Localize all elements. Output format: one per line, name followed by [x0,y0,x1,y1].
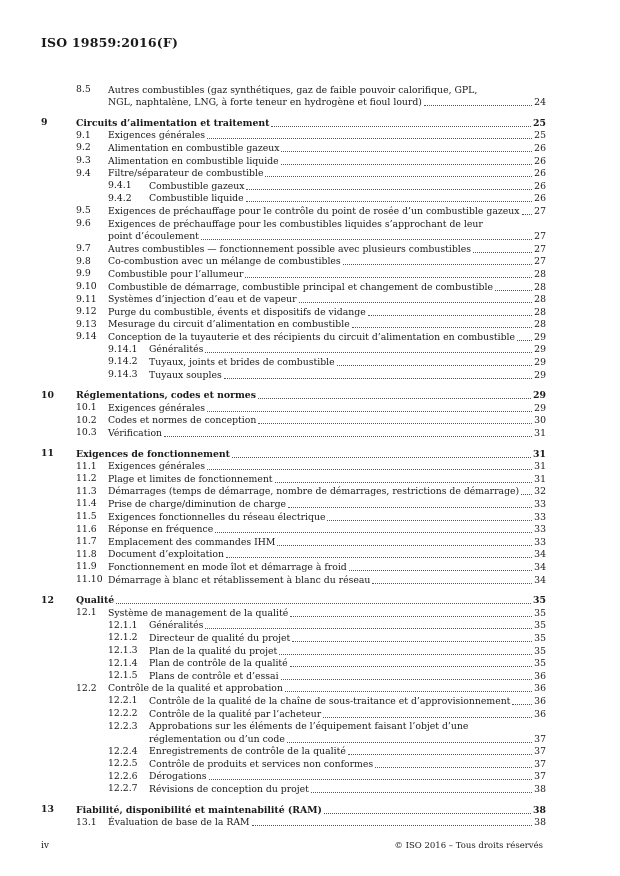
toc-entry-page: 32 [534,486,546,498]
dot-leader [252,825,533,826]
toc-entry[interactable] [0,281,620,294]
toc-entry-title: Conception de la tuyauterie et des récipients du circuit d’alimentation en combustible [108,331,515,343]
dot-leader [311,792,532,793]
toc-entry-title: Réponse en fréquence [108,524,214,536]
toc-entry-page: 31 [534,461,546,473]
toc-entry-title: Codes et normes de conception [108,415,257,427]
toc-entry-title: Combustible gazeux [149,180,245,192]
dot-leader [337,365,533,366]
toc-entry[interactable] [0,632,620,645]
dot-leader [215,532,532,533]
dot-leader [375,767,532,768]
toc-entry-page: 35 [533,595,546,607]
toc-entry-title: Exigences fonctionnelles du réseau électrique [108,511,326,523]
toc-entry-page: 28 [534,294,546,306]
dot-leader [279,654,532,655]
toc-entry[interactable] [0,243,620,256]
toc-entry-number: 9.7 [76,243,91,255]
dot-leader [277,545,532,546]
toc-entry-number: 9.10 [76,280,97,292]
copyright-notice: © ISO 2016 – Tous droits réservés [394,841,543,851]
toc-entry-page: 29 [534,331,546,343]
toc-entry-title: Fonctionnement en mode îlot et démarrage à froid [108,561,347,573]
toc-entry-number: 11.10 [76,573,103,585]
toc-entry[interactable] [0,402,620,415]
toc-entry[interactable] [0,319,620,332]
toc-entry[interactable] [0,461,620,474]
toc-entry-page: 27 [534,256,546,268]
toc-entry[interactable] [0,205,620,218]
dot-leader [258,398,531,399]
dot-leader [246,201,533,202]
toc-entry-page: 38 [533,804,546,816]
toc-entry-number: 12.1.5 [108,670,138,682]
toc-entry-page: 36 [534,695,546,707]
dot-leader [285,691,532,692]
toc-entry-title: Mesurage du circuit d’alimentation en combustible [108,319,350,331]
dot-leader [287,742,532,743]
toc-entry-title: Emplacement des commandes IHM [108,536,276,548]
toc-entry-title-continuation: NGL, naphtalène, LNG, à forte teneur en hydrogène et fioul lourd) [108,97,422,109]
dot-leader [281,679,533,680]
toc-entry-title: Combustible liquide [149,193,244,205]
toc-entry-page: 35 [534,632,546,644]
toc-entry-page: 28 [534,306,546,318]
toc-entry-title: Tuyaux, joints et brides de combustible [149,357,335,369]
toc-entry[interactable] [0,695,620,708]
toc-entry-number: 12 [41,594,54,606]
toc-entry-number: 9.6 [76,217,91,229]
toc-entry-number: 9 [41,117,48,129]
toc-entry[interactable] [0,595,620,608]
dot-leader [323,717,532,718]
toc-entry-title: Plage et limites de fonctionnement [108,473,273,485]
dot-leader [281,151,532,152]
toc-entry-number: 12.1.1 [108,619,138,631]
toc-entry-number: 9.4.1 [108,180,132,192]
dot-leader [299,302,533,303]
toc-entry-page: 36 [534,683,546,695]
dot-leader [245,277,532,278]
dot-leader [343,264,532,265]
dot-leader [517,340,532,341]
toc-entry-page: 26 [534,168,546,180]
toc-entry-number: 12.2.2 [108,707,138,719]
dot-leader [201,239,532,240]
toc-entry-number: 12.2.1 [108,695,138,707]
toc-entry-number: 9.8 [76,255,91,267]
toc-entry-number: 9.9 [76,268,91,280]
toc-entry-number: 12.2.6 [108,770,138,782]
toc-entry-title: Contrôle de produits et services non conformes [149,758,374,770]
dot-leader [495,290,532,291]
toc-entry-title: Dérogations [149,771,207,783]
toc-entry-page: 29 [534,357,546,369]
toc-entry[interactable] [0,390,620,403]
toc-entry-number: 11.7 [76,536,97,548]
toc-entry-number: 11.3 [76,485,97,497]
toc-entry-number: 12.2.4 [108,745,138,757]
toc-entry-page: 28 [534,281,546,293]
toc-entry[interactable] [0,683,620,696]
toc-entry-number: 12.2.7 [108,783,138,795]
toc-entry-title: Alimentation en combustible gazeux [108,142,280,154]
toc-entry-number: 13.1 [76,816,97,828]
toc-entry-number: 13 [41,804,54,816]
toc-entry-number: 9.14.3 [108,369,138,381]
toc-entry-number: 9.2 [76,142,91,154]
toc-entry[interactable] [0,218,620,243]
toc-entry-number: 9.1 [76,129,91,141]
toc-entry[interactable] [0,783,620,796]
toc-entry-page: 37 [534,771,546,783]
toc-entry-page: 35 [534,645,546,657]
dot-leader [372,583,532,584]
toc-entry-title: Approbations sur les éléments de l’équipement faisant l’objet d’une [149,721,469,733]
toc-entry[interactable] [0,758,620,771]
toc-entry-title: Prise de charge/diminution de charge [108,499,287,510]
toc-entry-number: 12.1.3 [108,644,138,656]
dot-leader [258,423,532,424]
toc-entry[interactable] [0,561,620,574]
toc-entry-number: 10.2 [76,414,97,426]
toc-entry-page: 36 [534,670,546,682]
toc-entry[interactable] [0,658,620,671]
toc-entry-page: 38 [534,784,546,796]
section-gap [0,109,620,117]
toc-entry-title: Document d’exploitation [108,549,224,561]
toc-entry-title: Autres combustibles (gaz synthétiques, gaz de faible pouvoir calorifique, GPL, [108,84,478,96]
toc-entry-page: 29 [534,369,546,381]
toc-entry-title: Généralités [149,620,204,632]
toc-entry-title: Circuits d’alimentation et traitement [76,117,270,129]
toc-entry[interactable] [0,645,620,658]
toc-entry-page: 26 [534,180,546,192]
toc-entry-page: 25 [534,130,546,142]
toc-entry[interactable] [0,193,620,206]
toc-entry-number: 11.4 [76,498,97,510]
toc-entry-page: 37 [534,733,546,745]
toc-entry-title: Qualité [76,595,115,607]
toc-entry-title: Filtre/séparateur de combustible [108,168,264,180]
toc-entry-title: Réglementations, codes et normes [76,390,256,402]
toc-entry-page: 30 [534,415,546,427]
toc-entry-title: Système de management de la qualité [108,607,289,619]
toc-entry-title: Co-combustion avec un mélange de combustibles [108,256,341,268]
toc-entry[interactable] [0,670,620,683]
toc-entry-number: 12.1.4 [108,657,138,669]
toc-entry-number: 11.6 [76,523,97,535]
toc-entry-title: Exigences générales [108,461,206,473]
document-id-header: ISO 19859:2016(F) [41,35,179,50]
toc-entry-title: Combustible de démarrage, combustible principal et changement de combustible [108,281,493,293]
toc-entry-number: 12.1 [76,607,97,619]
toc-entry-title: Exigences de préchauffage pour les combustibles liquides s’approchant de leur [108,218,483,230]
toc-entry[interactable] [0,142,620,155]
toc-entry-number: 11.5 [76,511,97,522]
toc-entry[interactable] [0,804,620,817]
toc-entry-title: Exigences générales [108,130,206,142]
toc-entry[interactable] [0,130,620,143]
toc-entry-title: Systèmes d’injection d’eau et de vapeur [108,294,297,306]
toc-entry-page: 25 [533,117,546,129]
toc-entry[interactable] [0,256,620,269]
toc-entry-title: Démarrage à blanc et rétablissement à blanc du réseau [108,574,371,586]
toc-entry-page: 34 [534,574,546,586]
toc-entry-number: 12.2 [76,682,97,694]
dot-leader [209,779,533,780]
dot-leader [288,507,532,508]
toc-entry-number: 11.9 [76,561,97,573]
toc-entry-title: Exigences de préchauffage pour le contrôle du point de rosée d’un combustible gazeux [108,205,520,217]
toc-entry[interactable] [0,180,620,193]
dot-leader [290,616,532,617]
dot-leader [207,411,532,412]
toc-entry-number: 10.3 [76,427,97,439]
toc-entry-title: Exigences générales [108,402,206,414]
toc-entry-page: 27 [534,243,546,255]
dot-leader [226,557,532,558]
toc-entry[interactable] [0,84,620,109]
toc-entry-title-continuation: point d’écoulement [108,231,199,243]
toc-entry[interactable] [0,511,620,524]
toc-entry-title: Enregistrements de contrôle de la qualité [149,746,346,758]
toc-entry[interactable] [0,415,620,428]
toc-entry[interactable] [0,369,620,382]
toc-entry-page: 35 [534,607,546,619]
toc-entry-number: 11.1 [76,460,97,472]
dot-leader [116,603,531,604]
toc-entry-page: 37 [534,746,546,758]
toc-entry-page: 31 [533,448,546,460]
dot-leader [348,754,532,755]
dot-leader [522,214,533,215]
dot-leader [207,469,532,470]
toc-entry-number: 9.11 [76,293,97,305]
toc-entry-title: Plan de contrôle de la qualité [149,658,288,670]
toc-entry-title: Alimentation en combustible liquide [108,155,279,167]
toc-entry-title: Révisions de conception du projet [149,784,309,796]
toc-entry-title: Exigences de fonctionnement [76,448,230,460]
toc-entry-page: 31 [534,473,546,485]
toc-entry-title: Tuyaux souples [149,369,222,381]
toc-entry-page: 27 [534,205,546,217]
toc-entry-title: Fiabilité, disponibilité et maintenabilité (RAM) [76,804,322,816]
toc-entry[interactable] [0,473,620,486]
section-gap [0,587,620,595]
toc-entry-page: 33 [534,511,546,523]
dot-leader [224,378,532,379]
dot-leader [512,704,532,705]
toc-entry-number: 11.8 [76,548,97,560]
toc-entry[interactable] [0,168,620,181]
toc-entry[interactable] [0,549,620,562]
toc-entry[interactable] [0,746,620,759]
dot-leader [473,252,532,253]
toc-entry-number: 8.5 [76,84,91,95]
dot-leader [424,105,532,106]
dot-leader [205,628,532,629]
section-gap [0,382,620,390]
section-gap [0,796,620,804]
dot-leader [368,315,532,316]
toc-entry[interactable] [0,155,620,168]
toc-entry[interactable] [0,268,620,281]
toc-entry-page: 37 [534,758,546,770]
toc-entry-title: Combustible pour l’allumeur [108,268,244,280]
toc-entry-title: Directeur de qualité du projet [149,632,291,644]
table-of-contents [0,84,620,829]
dot-leader [324,813,531,814]
toc-entry-number: 9.12 [76,306,97,318]
toc-entry[interactable] [0,498,620,511]
toc-entry-number: 10.1 [76,402,97,414]
toc-entry-number: 12.1.2 [108,632,138,644]
toc-entry[interactable] [0,331,620,344]
toc-entry[interactable] [0,771,620,784]
toc-entry-page: 34 [534,561,546,573]
toc-entry[interactable] [0,448,620,461]
toc-entry-title: Contrôle de la qualité par l’acheteur [149,708,322,720]
toc-entry[interactable] [0,356,620,369]
dot-leader [205,352,532,353]
toc-entry-page: 38 [534,817,546,829]
toc-entry-page: 36 [534,708,546,720]
toc-entry[interactable] [0,574,620,587]
toc-entry-title: Démarrages (temps de démarrage, nombre de démarrages, restrictions de démarrage) [108,486,520,498]
toc-entry-title: Autres combustibles — fonctionnement possible avec plusieurs combustibles [108,243,472,255]
toc-entry-title: Plans de contrôle et d’essai [149,670,279,682]
dot-leader [292,641,532,642]
toc-entry-page: 33 [534,524,546,536]
toc-entry-number: 11.2 [76,473,97,485]
toc-entry[interactable] [0,620,620,633]
dot-leader [349,570,532,571]
toc-entry-page: 31 [534,428,546,440]
toc-entry-title: Contrôle de la qualité et approbation [108,683,283,695]
toc-entry[interactable] [0,344,620,357]
toc-entry-page: 29 [533,390,546,402]
toc-entry-page: 26 [534,155,546,167]
toc-entry-number: 9.5 [76,205,91,217]
toc-entry-page: 29 [534,344,546,356]
toc-entry-page: 33 [534,499,546,510]
toc-entry-page: 33 [534,536,546,548]
toc-entry-number: 12.2.3 [108,720,138,732]
dot-leader [290,666,532,667]
toc-entry[interactable] [0,306,620,319]
section-gap [0,440,620,448]
toc-entry-title: Contrôle de la qualité de la chaîne de sous-traitance et d’approvisionnement [149,695,511,707]
toc-entry-title: Évaluation de base de la RAM [108,817,250,829]
toc-entry-page: 26 [534,142,546,154]
page-number-roman: iv [41,841,49,851]
toc-entry[interactable] [0,117,620,130]
toc-entry-number: 10 [41,389,54,401]
toc-entry-number: 9.4.2 [108,192,132,204]
toc-entry-number: 12.2.5 [108,758,138,770]
dot-leader [275,482,533,483]
dot-leader [271,126,531,127]
toc-entry-title-continuation: réglementation ou d’un code [149,733,285,745]
toc-entry[interactable] [0,486,620,499]
toc-entry[interactable] [0,427,620,440]
toc-entry-number: 11 [41,448,54,460]
toc-entry-page: 35 [534,620,546,632]
toc-entry-page: 27 [534,231,546,243]
toc-entry-title: Vérification [108,428,163,440]
dot-leader [265,176,532,177]
toc-entry-page: 34 [534,549,546,561]
dot-leader [281,164,532,165]
toc-entry[interactable] [0,817,620,830]
toc-entry-number: 9.14.2 [108,356,138,368]
toc-entry-title: Plan de la qualité du projet [149,645,278,657]
toc-entry[interactable] [0,294,620,307]
toc-entry-title: Purge du combustible, évents et dispositifs de vidange [108,306,366,318]
toc-entry[interactable] [0,721,620,746]
toc-entry[interactable] [0,536,620,549]
toc-entry-page: 35 [534,658,546,670]
dot-leader [246,189,532,190]
dot-leader [164,436,532,437]
dot-leader [232,457,531,458]
dot-leader [327,520,532,521]
toc-entry[interactable] [0,607,620,620]
toc-entry-page: 26 [534,193,546,205]
toc-entry-number: 9.3 [76,154,91,166]
dot-leader [521,494,532,495]
toc-entry-page: 28 [534,319,546,331]
toc-entry-page: 24 [534,97,546,109]
toc-entry-number: 9.14 [76,331,97,343]
toc-entry-title: Généralités [149,344,204,356]
toc-entry-page: 29 [534,402,546,414]
toc-entry[interactable] [0,524,620,537]
toc-entry-page: 28 [534,268,546,280]
dot-leader [352,327,532,328]
toc-entry-number: 9.14.1 [108,343,138,355]
toc-entry[interactable] [0,708,620,721]
toc-entry-number: 9.13 [76,318,97,330]
toc-entry-number: 9.4 [76,167,91,179]
dot-leader [207,138,532,139]
